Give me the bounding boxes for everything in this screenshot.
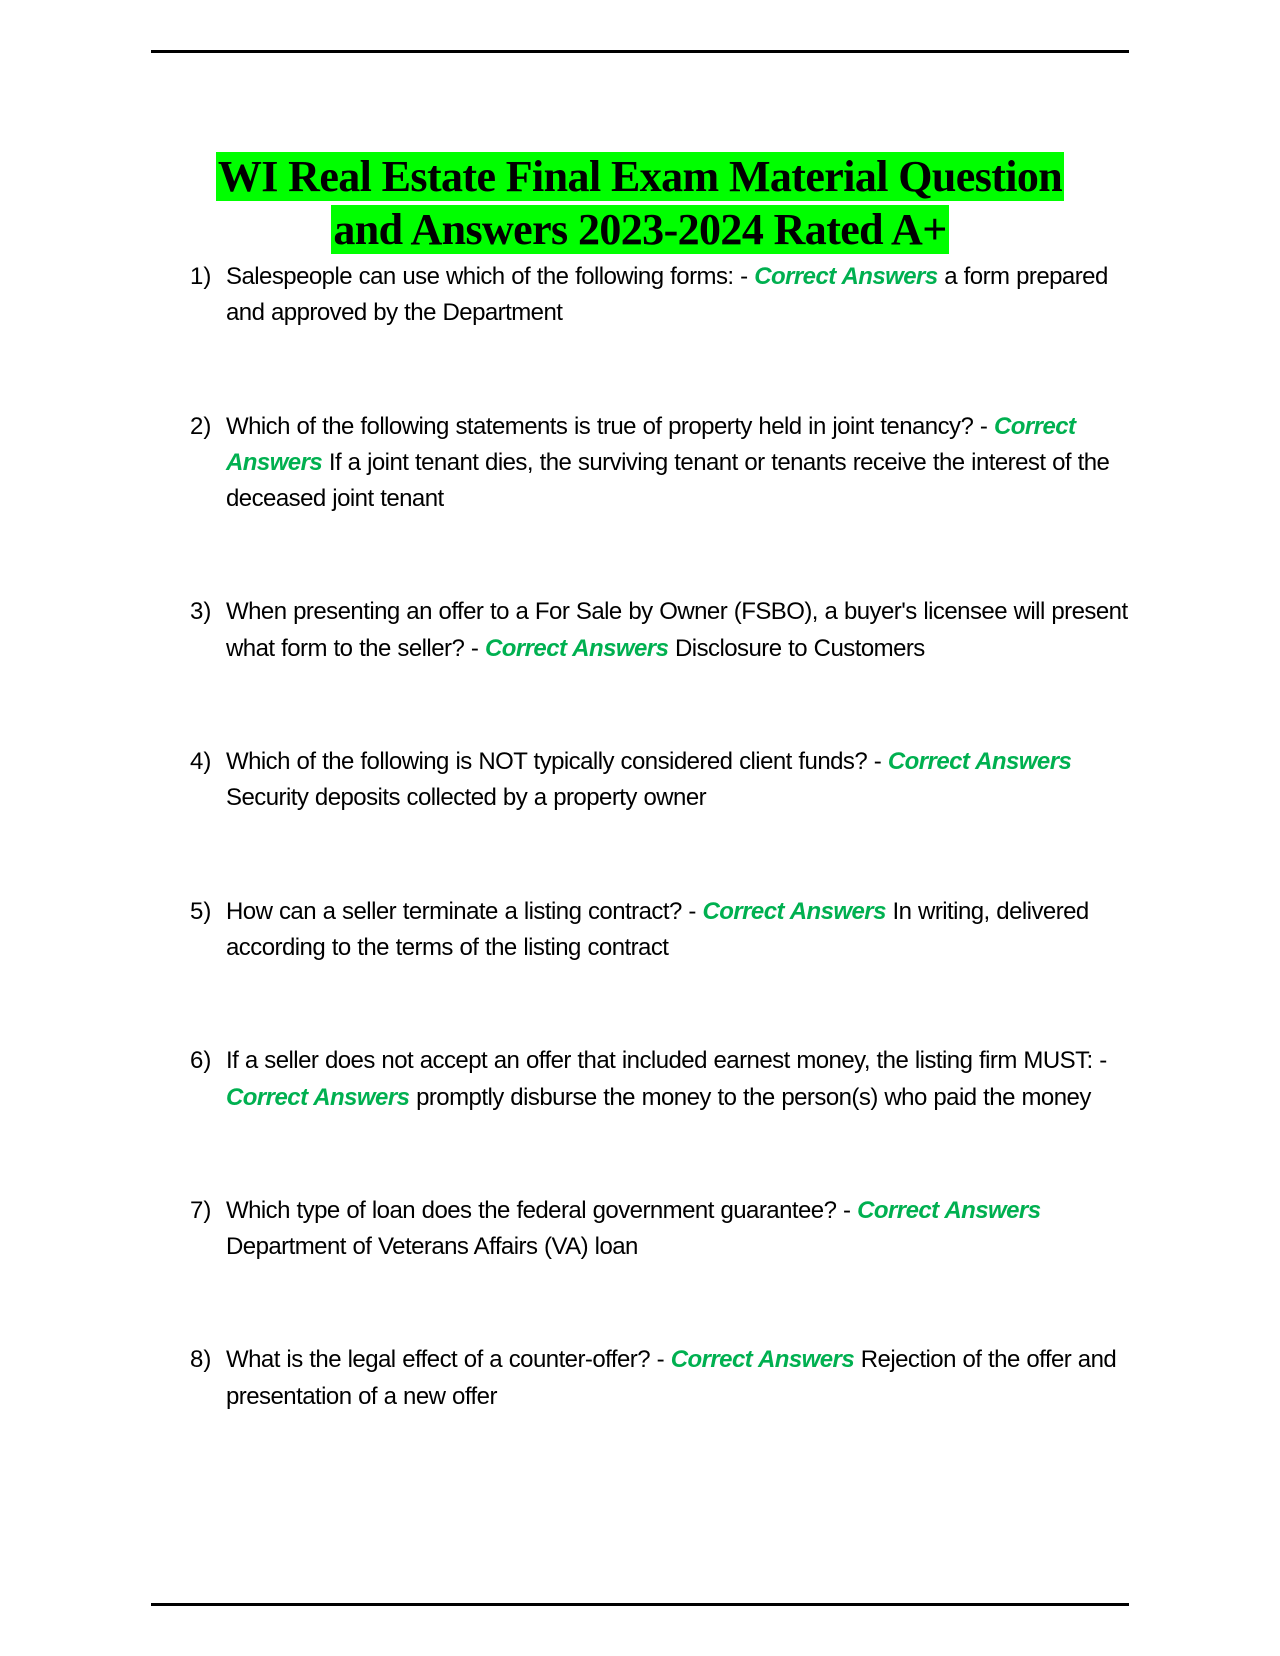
title-line-2: and Answers 2023-2024 Rated A+ [333, 205, 947, 254]
item-number: 1) [190, 263, 212, 290]
question-list [190, 259, 1130, 1492]
correct-answers-label: Correct Answers [857, 1196, 1041, 1224]
question-text: If a seller does not accept an offer that included earnest money, the listing firm MUST: [226, 1047, 1093, 1075]
item-number: 7) [190, 1196, 212, 1224]
item-number: 8) [190, 1346, 212, 1374]
qa-text: Which of the following is NOT typically considered client funds? - Correct Answers Security deposits collected by a property owner [226, 748, 1072, 812]
item-number: 6) [190, 1047, 212, 1075]
correct-answers-label: Correct Answers [226, 1083, 410, 1111]
answer-text: If a joint tenant dies, the surviving tenant or tenants receive the interest of the deceased joint tenant [226, 448, 1110, 513]
item-number: 3) [190, 598, 212, 626]
question-text: Salespeople can use which of the following forms: [226, 263, 734, 290]
correct-answers-label: Correct Answers [484, 634, 669, 662]
answer-text: Disclosure to Customers [675, 634, 925, 662]
document-title [151, 150, 1129, 256]
qa-item-5 [190, 894, 1130, 967]
answer-text: In writing, delivered according to the terms of the listing contract [226, 897, 1089, 961]
correct-answers-label: Correct Answers [670, 1346, 855, 1374]
qa-text: When presenting an offer to a For Sale by Owner (FSBO), a buyer's licensee will present what form to the seller? - Correct Answers Disclosure to Customers [226, 598, 1128, 662]
answer-text: promptly disburse the money to the person(s) who paid the money [416, 1083, 1091, 1111]
item-number: 5) [190, 897, 212, 925]
qa-text: Which type of loan does the federal government guarantee? - Correct Answers Department of Veterans Affairs (VA) loan [226, 1196, 1041, 1261]
qa-item-4 [190, 744, 1130, 817]
question-text: Which of the following statements is true of property held in joint tenancy? [226, 412, 974, 440]
question-text: What is the legal effect of a counter-offer? [226, 1346, 651, 1374]
item-number: 4) [190, 748, 212, 776]
correct-answers-label: Correct Answers [754, 263, 938, 290]
qa-text: If a seller does not accept an offer that included earnest money, the listing firm MUST: - Correct Answers promptly disburse the money to the person(s) who paid the money [226, 1047, 1107, 1111]
qa-item-2 [190, 409, 1130, 518]
qa-item-8 [190, 1342, 1130, 1415]
answer-text: Department of Veterans Affairs (VA) loan [226, 1233, 638, 1261]
question-text: When presenting an offer to a For Sale by Owner (FSBO), a buyer's licensee will present what form to the seller? [226, 598, 1128, 662]
question-text: Which type of loan does the federal government guarantee? [226, 1196, 837, 1224]
qa-item-3 [190, 594, 1130, 667]
title-line-1: WI Real Estate Final Exam Material Question [217, 152, 1063, 201]
answer-text: Security deposits collected by a property owner [226, 784, 707, 812]
qa-item-6 [190, 1043, 1130, 1116]
item-number: 2) [190, 412, 212, 440]
correct-answers-label: Correct Answers [702, 897, 886, 925]
qa-text: Which of the following statements is true of property held in joint tenancy? - Correct Answers If a joint tenant dies, the surviving tenant or tenants receive the interest of the deceased joint tenant [226, 412, 1110, 513]
qa-text: How can a seller terminate a listing contract? - Correct Answers In writing, delivered according to the terms of the listing contract [226, 897, 1089, 961]
question-text: Which of the following is NOT typically considered client funds? [226, 748, 868, 776]
footer-rule [151, 1603, 1129, 1606]
qa-text: Salespeople can use which of the following forms: - Correct Answers a form prepared and approved by the Department [226, 263, 1108, 327]
header-rule [151, 50, 1129, 53]
qa-item-7 [190, 1193, 1130, 1266]
qa-text: What is the legal effect of a counter-offer? - Correct Answers Rejection of the offer and presentation of a new offer [226, 1346, 1117, 1410]
qa-item-1 [190, 259, 1130, 332]
answer-text: a form prepared and approved by the Department [226, 263, 1108, 327]
question-text: How can a seller terminate a listing contract? [226, 897, 682, 925]
answer-text: Rejection of the offer and presentation of a new offer [226, 1346, 1117, 1410]
correct-answers-label: Correct Answers [226, 412, 1076, 476]
correct-answers-label: Correct Answers [887, 748, 1072, 776]
